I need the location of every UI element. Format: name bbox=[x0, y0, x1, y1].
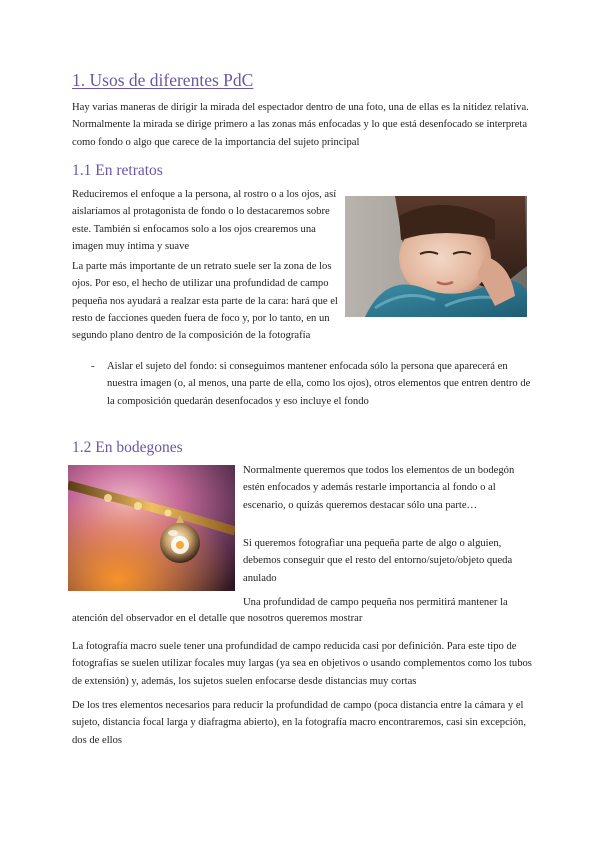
bodegones-paragraph-1: Normalmente queremos que todos los elementos de un bodegón estén enfocados y además restarle importancia al fondo o al escenario, o quizás queremos destacar sólo una parte… bbox=[243, 465, 515, 511]
section-heading-retratos: 1.1 En retratos bbox=[72, 162, 163, 179]
bullet-aislar-sujeto: Aislar el sujeto del fondo: si conseguimos mantener enfocada sólo la persona que aparecerá en nuestra imagen (o, al menos, una parte de ella, como los ojos), otros elementos que entren dentro de la composición quedarán desenfocados y eso incluye el fondo bbox=[107, 361, 531, 407]
retratos-paragraph-1: Reduciremos el enfoque a la persona, al rostro o a los ojos, así aislaríamos al protagonista de fondo o lo destacaremos sobre este. También si enfocamos solo a los ojos crearemos una imagen muy íntima y suave bbox=[72, 189, 337, 252]
bodegones-paragraph-3-line1: Una profundidad de campo pequeña nos permitirá mantener la bbox=[243, 597, 508, 608]
bullet-dash: - bbox=[91, 361, 95, 372]
section-heading-bodegones: 1.2 En bodegones bbox=[72, 439, 183, 456]
section-heading-usos-pdc: 1. Usos de diferentes PdC bbox=[72, 70, 254, 90]
retratos-paragraph-2: La parte más importante de un retrato suele ser la zona de los ojos. Por eso, el hecho de utilizar una profundidad de campo pequeña nos ayudará a realzar esta parte de la cara: hará que el resto de facciones queden fuera de foco y, por lo tanto, en un segundo plano dentro de la composición de la fotografía bbox=[72, 261, 338, 342]
bodegones-paragraph-2: Si queremos fotografiar una pequeña parte de algo o alguien, debemos conseguir que el resto del entorno/sujeto/objeto queda anulado bbox=[243, 538, 513, 584]
bodegones-paragraph-3-line2: atención del observador en el detalle que nosotros queremos mostrar bbox=[72, 613, 363, 624]
bodegones-paragraph-4: La fotografía macro suele tener una profundidad de campo reducida casi por definición. Para este tipo de fotografías se suelen utilizar focales muy largas (ya sea en objetivos o usando complementos como los tubos de extensión) y, además, los sujetos suelen enfocarse desde distancias muy cortas bbox=[72, 641, 532, 687]
intro-paragraph: Hay varias maneras de dirigir la mirada del espectador dentro de una foto, una de ellas es la nitidez relativa. Normalmente la mirada se dirige primero a las zonas más enfocadas y lo que está desenfocado se interpreta como fondo o algo que carece de la importancia del sujeto principal bbox=[72, 102, 529, 148]
bodegones-paragraph-5: De los tres elementos necesarios para reducir la profundidad de campo (poca distancia entre la cámara y el sujeto, distancia focal larga y diafragma abierto), en la fotografía macro encontraremos, casi sin excepción, dos de ellos bbox=[72, 700, 526, 746]
macro-droplet-photo bbox=[68, 465, 235, 591]
portrait-photo bbox=[345, 196, 527, 317]
